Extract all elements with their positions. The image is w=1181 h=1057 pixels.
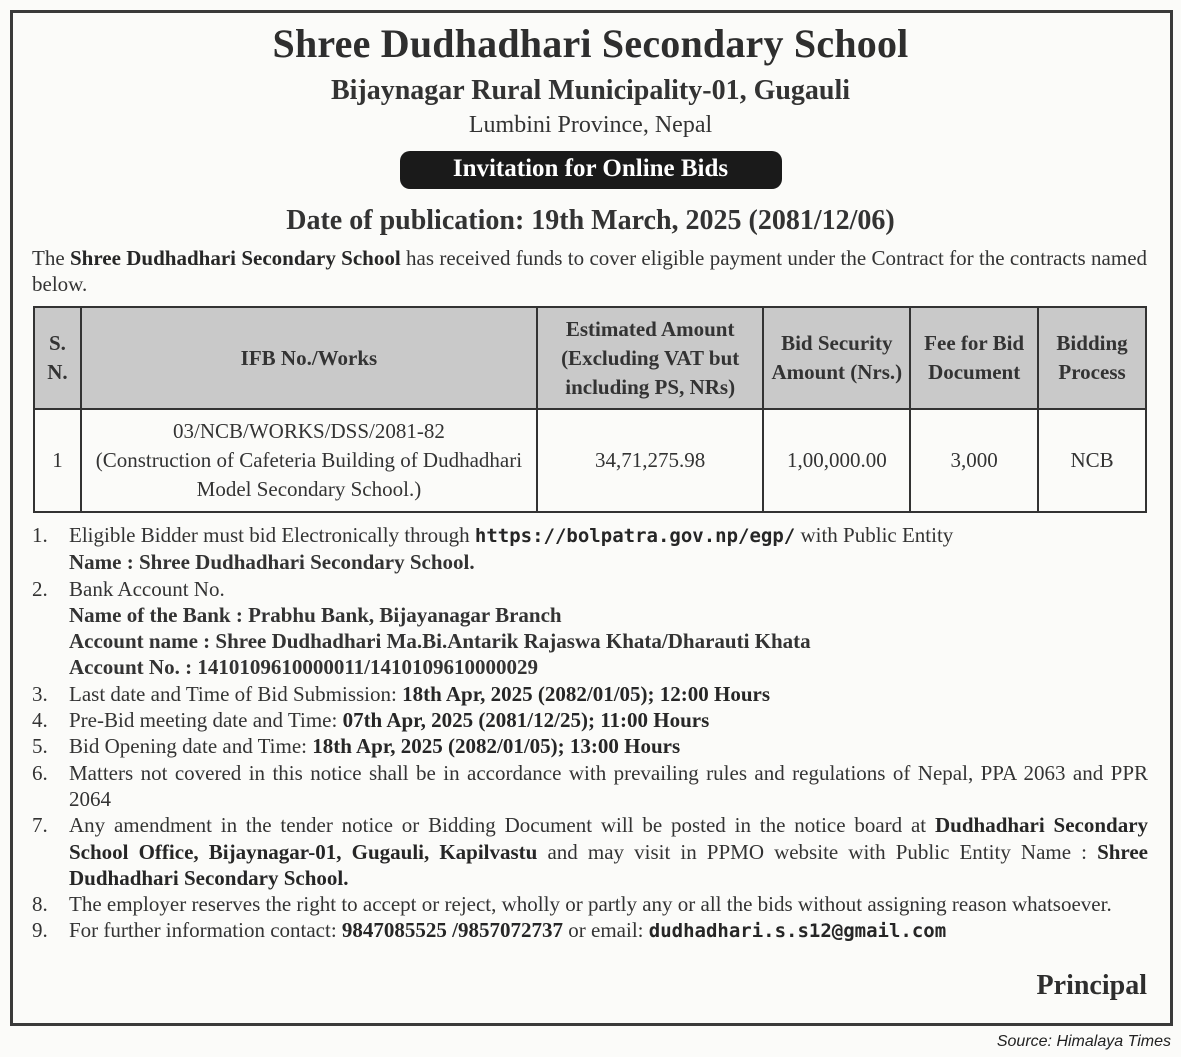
note1-text-b: with Public Entity xyxy=(800,523,954,547)
school-address: Bijaynagar Rural Municipality-01, Gugauli xyxy=(330,75,851,106)
note7-text: Any amendment in the tender notice or Bidding Document will be posted in the notice board at xyxy=(69,813,927,838)
contact-email[interactable]: dudhadhari.s.s12@gmail.com xyxy=(648,920,947,943)
notice-banner: Invitation for Online Bids xyxy=(400,151,782,189)
submission-deadline: 18th Apr, 2025 (2082/01/05); 12:00 Hours xyxy=(402,681,771,706)
opening-date: 18th Apr, 2025 (2082/01/05); 13:00 Hours xyxy=(312,734,681,759)
school-title: Shree Dudhadhari Secondary School xyxy=(272,21,909,66)
list-item xyxy=(32,733,1148,759)
submission-label: Last date and Time of Bid Submission: xyxy=(69,681,397,706)
item-number: 2. xyxy=(32,576,48,601)
prebid-label: Pre-Bid meeting date and Time: xyxy=(69,708,338,733)
cell-sn: 1 xyxy=(34,409,81,512)
col-header-bid-security: Bid Security Amount (Nrs.) xyxy=(763,307,910,409)
source-credit: Source: Himalaya Times xyxy=(996,1033,1171,1050)
school-province: Lumbini Province, Nepal xyxy=(468,112,713,138)
item-number: 3. xyxy=(32,681,48,706)
contact-phones: 9847085525 /9857072737 xyxy=(341,918,564,943)
note2-text: Bank Account No. xyxy=(69,576,225,601)
list-item xyxy=(32,522,1148,549)
opening-label: Bid Opening date and Time: xyxy=(69,734,307,759)
note6-text: Matters not covered in this notice shall be in accordance with prevailing rules and regulations of Nepal, PPA 2063 and PPR 2064 xyxy=(69,760,1148,811)
intro-entity: Shree Dudhadhari Secondary School xyxy=(70,246,401,270)
list-item xyxy=(32,681,1148,707)
cell-process: NCB xyxy=(1038,409,1146,512)
item-number: 8. xyxy=(32,892,48,917)
signature-principal: Principal xyxy=(1036,970,1147,1001)
col-header-sn: S. N. xyxy=(34,307,81,409)
cell-ifb xyxy=(81,409,537,512)
bids-table xyxy=(33,306,1147,513)
account-name: Account name : Shree Dudhadhari Ma.Bi.Antarik Rajaswa Khata/Dharauti Khata xyxy=(69,629,811,654)
cell-fee: 3,000 xyxy=(910,409,1038,512)
email-label: or email: xyxy=(568,918,644,943)
list-item xyxy=(32,576,1148,602)
note7-text-b: and may visit in PPMO website with Public Entity Name : xyxy=(547,839,1087,864)
intro-prefix: The xyxy=(32,246,65,270)
table-row xyxy=(34,409,1146,512)
cell-bid-security: 1,00,000.00 xyxy=(763,409,910,512)
list-item xyxy=(32,917,1148,944)
egp-link[interactable]: https://bolpatra.gov.np/egp/ xyxy=(474,525,796,547)
prebid-date: 07th Apr, 2025 (2081/12/25); 11:00 Hours xyxy=(342,708,710,733)
account-number: Account No. : 1410109610000011/1410109610000029 xyxy=(69,655,538,680)
item-number: 4. xyxy=(32,708,48,733)
note8-text: The employer reserves the right to accept or reject, wholly or partly any or all the bids without assigning reason whatsoever. xyxy=(69,892,1112,917)
school-office: Dudhadhari Secondary School Office, Bijaynagar-01, Gugauli, Kapilvastu xyxy=(69,813,1149,864)
item-number: 7. xyxy=(32,813,48,838)
list-item xyxy=(32,760,1148,813)
col-header-ifb: IFB No./Works xyxy=(81,307,537,409)
table-header-row xyxy=(34,307,1146,409)
cell-estimate: 34,71,275.98 xyxy=(537,409,763,512)
note1-text: Eligible Bidder must bid Electronically through xyxy=(69,523,470,547)
item-number: 6. xyxy=(32,760,48,785)
item-number: 9. xyxy=(32,918,48,943)
bank-name: Name of the Bank : Prabhu Bank, Bijayanagar Branch xyxy=(69,602,562,627)
note1-entity-name: Name : Shree Dudhadhari Secondary School. xyxy=(69,550,475,575)
intro-paragraph xyxy=(32,245,1147,297)
col-header-process: Bidding Process xyxy=(1038,307,1146,409)
list-item xyxy=(32,707,1148,733)
publication-date: Date of publication: 19th March, 2025 (2081/12/06) xyxy=(286,205,895,236)
ifb-number: 03/NCB/WORKS/DSS/2081-82 xyxy=(172,419,445,443)
col-header-fee: Fee for Bid Document xyxy=(910,307,1038,409)
list-item xyxy=(32,891,1148,917)
note7-entity: Shree Dudhadhari Secondary School. xyxy=(69,839,1149,890)
work-description: (Construction of Cafeteria Building of Dudhadhari Model Secondary School.) xyxy=(95,448,523,501)
list-item xyxy=(32,812,1148,891)
item-number: 1. xyxy=(32,523,48,547)
intro-suffix: has received funds to cover eligible payment under the Contract for the contracts named below. xyxy=(32,246,1148,296)
item-number: 5. xyxy=(32,734,48,759)
col-header-estimate: Estimated Amount (Excluding VAT but including PS, NRs) xyxy=(537,307,763,409)
contact-label: For further information contact: xyxy=(69,918,337,943)
notice-conditions xyxy=(32,522,1148,945)
